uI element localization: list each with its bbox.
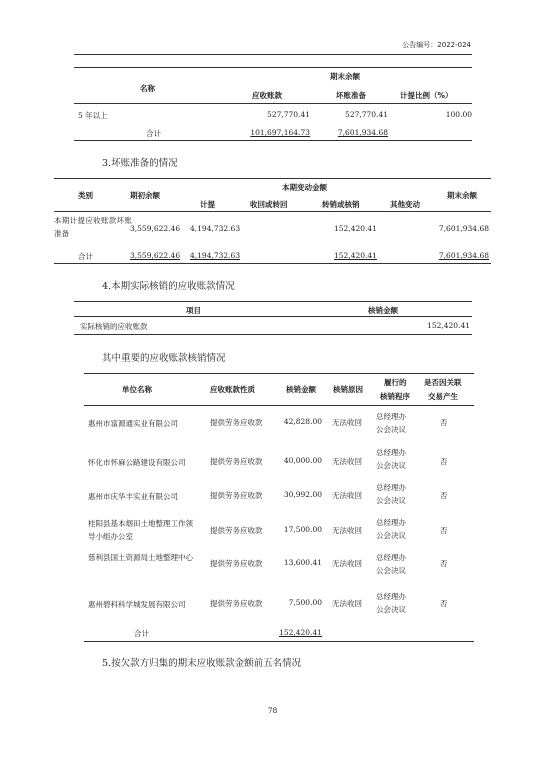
table-row-label: 怀化市怀麻公路建设有限公司 <box>88 458 186 467</box>
section-title: 3.坏账准备的情况 <box>102 158 178 169</box>
table-cell: 无法收回 <box>332 599 362 608</box>
table-cell: 总经理办公会决议 <box>376 448 406 470</box>
col-header-change: 本期变动金额 <box>282 183 327 192</box>
table-rule <box>54 263 491 264</box>
table-cell: 总经理办公会决议 <box>376 553 406 575</box>
table-cell: 527,770.41 <box>345 110 388 119</box>
col-header-amount: 核销金额 <box>286 385 316 394</box>
table-cell: 30,992.00 <box>283 490 322 499</box>
table-cell: 提供劳务应收款 <box>210 559 263 568</box>
section-title: 4.本期实际核销的应收账款情况 <box>102 281 235 292</box>
table-cell: 无法收回 <box>332 418 362 427</box>
page-number: 78 <box>267 706 278 715</box>
table-cell: 3,559,622.46 <box>130 224 181 233</box>
col-header-type: 类别 <box>78 191 93 200</box>
col-header-end: 期末余额 <box>447 191 477 200</box>
col-header-related: 是否因关联 <box>424 378 462 387</box>
table-row-label: 惠州碧科科学城发展有限公司 <box>88 600 186 609</box>
table-cell: 152,420.41 <box>427 321 470 330</box>
col-header-procedure: 核销程序 <box>380 392 410 401</box>
total-cell: 152,420.41 <box>334 251 377 260</box>
table-cell: 40,000.00 <box>283 456 322 465</box>
table-cell: 否 <box>440 599 448 608</box>
table-cell: 总经理办公会决议 <box>376 412 406 434</box>
table-cell: 提供劳务应收款 <box>210 599 263 608</box>
table-cell: 提供劳务应收款 <box>210 491 263 500</box>
table-cell: 152,420.41 <box>334 224 377 233</box>
table-cell: 否 <box>440 457 448 466</box>
table-rule <box>74 301 472 302</box>
col-header-amount: 核销金额 <box>368 306 398 315</box>
table-cell: 总经理办公会决议 <box>376 592 406 614</box>
table-cell: 否 <box>440 491 448 500</box>
table-row-label: 桂阳县基本烟田土地整理工作领导小组办公室 <box>88 519 193 541</box>
document-number: 公告编号：2022-024 <box>402 41 471 49</box>
total-label: 合计 <box>134 629 149 638</box>
table-cell: 13,600.41 <box>283 558 322 567</box>
col-header-related: 交易产生 <box>428 392 458 401</box>
table-cell: 提供劳务应收款 <box>210 457 263 466</box>
table-cell: 100.00 <box>445 110 472 119</box>
table-cell: 无法收回 <box>332 491 362 500</box>
col-header-begin: 期初余额 <box>130 191 160 200</box>
col-header-other: 其他变动 <box>390 200 420 209</box>
table-cell: 无法收回 <box>332 559 362 568</box>
table-rule <box>84 373 474 374</box>
table-rule <box>74 103 472 104</box>
table-rule <box>74 140 472 141</box>
table-row-label: 实际核销的应收账款 <box>80 322 148 331</box>
table-cell: 7,500.00 <box>288 598 322 607</box>
table-row-label: 惠州市庆华丰实业有限公司 <box>88 492 178 501</box>
table-rule <box>84 641 474 642</box>
table-cell: 提供劳务应收款 <box>210 526 263 535</box>
section-title: 5.按欠款方归集的期末应收账款金额前五名情况 <box>102 658 302 669</box>
col-header-nature: 应收账款性质 <box>210 385 255 394</box>
col-header-reason: 核销原因 <box>333 385 363 394</box>
table-cell: 无法收回 <box>332 457 362 466</box>
table-cell: 无法收回 <box>332 526 362 535</box>
table-rule <box>74 334 472 335</box>
table-rule <box>54 211 491 212</box>
subsection-title: 其中重要的应收账款核销情况 <box>102 353 226 364</box>
table-cell: 527,770.41 <box>267 110 310 119</box>
col-header-procedure: 履行的 <box>384 378 407 387</box>
table-cell: 提供劳务应收款 <box>210 418 263 427</box>
total-label: 合计 <box>78 252 93 261</box>
table-cell: 否 <box>440 559 448 568</box>
total-cell: 152,420.41 <box>279 628 322 637</box>
table-rule <box>54 178 491 179</box>
col-header-name: 名称 <box>140 84 155 93</box>
col-header-ratio: 计提比例（%） <box>400 91 453 100</box>
table-row-label: 慈利县国土资源局土地整理中心 <box>88 553 193 562</box>
table-rule <box>84 405 474 406</box>
col-header-recover: 收回或转回 <box>250 200 288 209</box>
table-rule <box>74 67 472 68</box>
table-cell: 否 <box>440 418 448 427</box>
total-cell: 7,601,934.68 <box>337 128 388 137</box>
table-cell: 17,500.00 <box>283 525 322 534</box>
col-header-item: 项目 <box>186 306 201 315</box>
col-header-end-balance: 期末余额 <box>330 72 360 81</box>
table-cell: 总经理办公会决议 <box>376 483 406 505</box>
table-rule <box>74 316 472 317</box>
table-cell: 7,601,934.68 <box>438 224 489 233</box>
col-header-receivable: 应收账款 <box>252 91 282 100</box>
total-cell: 3,559,622.46 <box>130 251 181 260</box>
total-cell: 101,697,164.73 <box>250 128 310 137</box>
table-cell: 总经理办公会决议 <box>376 518 406 540</box>
table-row-label: 本期计提应收账款坏账准备 <box>54 216 132 238</box>
table-cell: 4,194,732.63 <box>190 224 241 233</box>
total-cell: 4,194,732.63 <box>190 251 241 260</box>
table-cell: 否 <box>440 526 448 535</box>
col-header-provision: 计提 <box>200 200 215 209</box>
col-header-unit: 单位名称 <box>122 385 152 394</box>
col-header-bad-debt: 坏账准备 <box>336 91 366 100</box>
total-cell: 7,601,934.68 <box>438 251 489 260</box>
header-rule <box>74 54 472 55</box>
col-header-writeoff: 转销或核销 <box>322 200 360 209</box>
table-row-label: 惠州市富源通实业有限公司 <box>88 419 178 428</box>
table-row-label: 5 年以上 <box>78 111 108 120</box>
table-cell: 42,828.00 <box>283 417 322 426</box>
total-label: 合计 <box>146 129 161 138</box>
